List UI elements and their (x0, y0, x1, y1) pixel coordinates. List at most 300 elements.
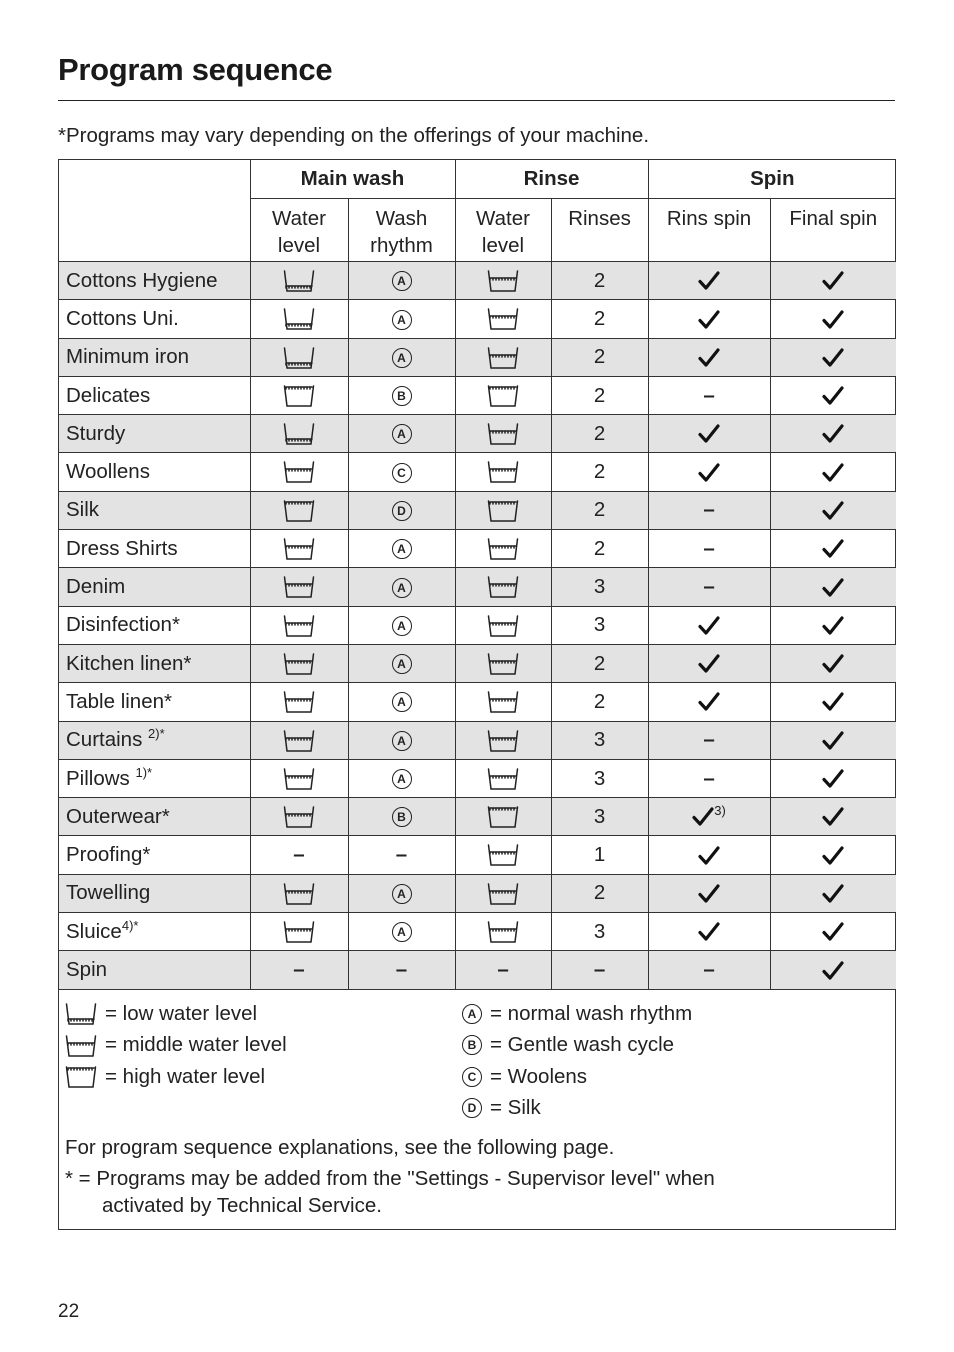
rinses-count: 2 (593, 306, 606, 330)
rinses-cell (551, 836, 648, 874)
check-icon (698, 920, 720, 943)
wash-rhythm-cell (348, 453, 455, 491)
program-name-text: Denim (66, 575, 126, 599)
check-icon (822, 805, 844, 828)
rinses-cell (551, 798, 648, 836)
final-spin-cell (770, 300, 896, 338)
rinses-cell (551, 759, 648, 797)
check-icon (698, 652, 720, 675)
group-header-rinse: Rinse (455, 160, 648, 199)
rinses-count: 2 (593, 383, 606, 407)
check-icon (822, 498, 844, 521)
middle-water-level-icon (283, 728, 315, 751)
program-name (59, 759, 250, 797)
middle-water-level-icon (65, 1033, 105, 1058)
program-sequence-frame (58, 159, 896, 1230)
rins-spin-dash: – (703, 498, 715, 522)
main-water-level-cell (250, 338, 348, 376)
rinses-count: 3 (593, 728, 606, 752)
program-name-text: Towelling (66, 881, 151, 905)
rinses-cell (551, 491, 648, 529)
program-name-text: Silk (66, 498, 100, 522)
rinses-count: 3 (593, 766, 606, 790)
rinse-water-level-cell (455, 530, 551, 568)
rins-spin-dash: – (703, 957, 715, 981)
check-icon (692, 805, 714, 828)
legend-item (65, 1030, 287, 1062)
program-name (59, 951, 250, 989)
program-name (59, 453, 250, 491)
main-water-level-cell (250, 798, 348, 836)
title-divider (58, 100, 895, 101)
middle-water-level-icon (487, 460, 519, 483)
table-row (59, 415, 896, 453)
middle-water-level-icon (283, 919, 315, 942)
middle-water-level-icon (487, 345, 519, 368)
program-name (59, 530, 250, 568)
check-icon (698, 843, 720, 866)
middle-water-level-icon (487, 728, 519, 751)
rins-spin-cell (648, 759, 770, 797)
rins-spin-cell (648, 453, 770, 491)
middle-water-level-icon (487, 613, 519, 636)
program-name (59, 338, 250, 376)
high-water-level-icon (487, 498, 519, 521)
rinse-water-level-cell (455, 606, 551, 644)
footnote-asterisk-line: activated by Technical Service. (102, 1194, 382, 1217)
table-row (59, 644, 896, 682)
program-name-text: Woollens (66, 460, 150, 484)
table-row (59, 913, 896, 951)
middle-water-level-icon (283, 536, 315, 559)
wash-rhythm-cell (348, 874, 455, 912)
subheader-rinses (551, 199, 648, 262)
table-row (59, 530, 896, 568)
rinses-count: 2 (593, 460, 606, 484)
main-water-level-cell (250, 913, 348, 951)
rinses-cell (551, 913, 648, 951)
wash-rhythm-cell (348, 683, 455, 721)
program-name-text: Delicates (66, 383, 151, 407)
wash-rhythm-a-icon: A (392, 424, 412, 444)
middle-water-level-icon (487, 651, 519, 674)
final-spin-cell (770, 836, 896, 874)
main-water-level-cell (250, 453, 348, 491)
rins-spin-cell (648, 262, 770, 300)
rinse-water-level-cell (455, 836, 551, 874)
table-row (59, 721, 896, 759)
program-name (59, 913, 250, 951)
rinses-cell (551, 530, 648, 568)
footnote-asterisk (65, 1165, 715, 1219)
wash-rhythm-cell (348, 606, 455, 644)
rinses-count: 3 (593, 575, 606, 599)
program-name-text: Minimum iron (66, 345, 190, 369)
final-spin-cell (770, 606, 896, 644)
high-water-level-icon (283, 383, 315, 406)
program-name-text: Kitchen linen* (66, 651, 192, 675)
page-title: Program sequence (58, 52, 333, 87)
middle-water-level-icon (283, 881, 315, 904)
program-name (59, 376, 250, 414)
program-name (59, 300, 250, 338)
wash-rhythm-a-icon: A (392, 310, 412, 330)
legend-item (462, 1093, 692, 1125)
rinses-count: 2 (593, 345, 606, 369)
final-spin-cell (770, 874, 896, 912)
subheader-line: Final spin (789, 207, 878, 230)
wash-rhythm-d-icon: D (462, 1098, 482, 1118)
program-name-text: Spin (66, 957, 108, 981)
middle-water-level-icon (487, 766, 519, 789)
wash-rhythm-cell (348, 721, 455, 759)
subheader-line: Water (272, 207, 326, 230)
main-water-level-cell (250, 721, 348, 759)
subheader-line: Rinses (568, 207, 631, 230)
rinses-count: 1 (593, 843, 606, 867)
rins-spin-cell (648, 721, 770, 759)
check-icon (822, 460, 844, 483)
rinses-cell (551, 453, 648, 491)
main-water-level-dash: – (293, 957, 305, 981)
wash-rhythm-cell (348, 798, 455, 836)
wash-rhythm-cell (348, 568, 455, 606)
check-icon (822, 690, 844, 713)
final-spin-cell (770, 568, 896, 606)
group-header-main-wash: Main wash (250, 160, 455, 199)
programs-note: *Programs may vary depending on the offerings of your machine. (58, 124, 650, 147)
program-name (59, 721, 250, 759)
rinse-water-level-cell (455, 415, 551, 453)
rinses-cell (551, 951, 648, 989)
final-spin-cell (770, 683, 896, 721)
wash-rhythm-a-icon: A (392, 884, 412, 904)
table-row (59, 376, 896, 414)
wash-rhythm-cell (348, 759, 455, 797)
rins-spin-dash: – (703, 728, 715, 752)
rins-spin-cell (648, 491, 770, 529)
footnote-explanation: For program sequence explanations, see the following page. (65, 1136, 615, 1159)
subheader-line: level (481, 234, 525, 257)
check-icon (822, 422, 844, 445)
subheader-line: Water (476, 207, 530, 230)
table-row (59, 568, 896, 606)
rins-spin-cell (648, 874, 770, 912)
middle-water-level-icon (487, 268, 519, 291)
legend-wash-rhythms (462, 998, 692, 1124)
low-water-level-icon (65, 1001, 105, 1026)
program-name (59, 644, 250, 682)
wash-rhythm-a-icon: A (462, 1004, 482, 1024)
legend-item (462, 1030, 692, 1062)
rinses-cell (551, 568, 648, 606)
middle-water-level-icon (283, 805, 315, 828)
check-icon (822, 652, 844, 675)
rins-spin-cell (648, 913, 770, 951)
footnote-marker: 1)* (135, 764, 153, 780)
empty-corner-cell (59, 160, 250, 262)
rins-spin-dash: – (703, 766, 715, 790)
wash-rhythm-a-icon: A (392, 539, 412, 559)
subheader-line: Wash (375, 207, 428, 230)
program-name (59, 798, 250, 836)
middle-water-level-icon (487, 536, 519, 559)
rinse-water-level-cell (455, 338, 551, 376)
wash-rhythm-dash: – (395, 843, 408, 867)
check-icon (698, 881, 720, 904)
wash-rhythm-a-icon: A (392, 654, 412, 674)
footnote-marker: 3) (714, 802, 726, 818)
main-water-level-cell (250, 683, 348, 721)
middle-water-level-icon (487, 881, 519, 904)
rinses-count: 3 (593, 613, 606, 637)
program-name (59, 415, 250, 453)
table-row (59, 262, 896, 300)
program-name-text: Dress Shirts (66, 536, 178, 560)
legend-item (462, 998, 692, 1030)
rins-spin-dash: – (703, 383, 715, 407)
table-row (59, 759, 896, 797)
final-spin-cell (770, 951, 896, 989)
program-name-text: Disinfection* (66, 613, 180, 637)
table-row (59, 951, 896, 989)
program-name (59, 683, 250, 721)
main-water-level-cell (250, 300, 348, 338)
wash-rhythm-a-icon: A (392, 692, 412, 712)
rins-spin-dash: – (703, 536, 715, 560)
rinses-count: 2 (593, 651, 606, 675)
wash-rhythm-cell (348, 644, 455, 682)
final-spin-cell (770, 415, 896, 453)
program-name (59, 874, 250, 912)
low-water-level-icon (283, 345, 315, 368)
rinses-count: 2 (593, 881, 606, 905)
final-spin-cell (770, 644, 896, 682)
rinses-cell (551, 644, 648, 682)
main-water-level-cell (250, 415, 348, 453)
final-spin-cell (770, 376, 896, 414)
wash-rhythm-b-icon: B (392, 386, 412, 406)
wash-rhythm-a-icon: A (392, 731, 412, 751)
main-water-level-cell (250, 644, 348, 682)
final-spin-cell (770, 759, 896, 797)
main-water-level-cell (250, 951, 348, 989)
table-row (59, 338, 896, 376)
check-icon (822, 307, 844, 330)
middle-water-level-icon (487, 422, 519, 445)
check-icon (698, 307, 720, 330)
table-row (59, 300, 896, 338)
check-icon (822, 958, 844, 981)
wash-rhythm-a-icon: A (392, 922, 412, 942)
program-name-text: Sturdy (66, 421, 126, 445)
legend-text: = low water level (105, 1001, 258, 1025)
rins-spin-cell (648, 606, 770, 644)
rinses-dash: – (593, 957, 606, 981)
wash-rhythm-a-icon: A (392, 271, 412, 291)
rinse-water-level-cell (455, 262, 551, 300)
rinses-cell (551, 415, 648, 453)
rinse-water-level-cell (455, 568, 551, 606)
rinses-cell (551, 721, 648, 759)
wash-rhythm-cell (348, 491, 455, 529)
subheader-final-spin (770, 199, 896, 262)
subheader-rinse-water-level (455, 199, 551, 262)
rinse-water-level-cell (455, 721, 551, 759)
table-row (59, 453, 896, 491)
final-spin-cell (770, 491, 896, 529)
table-row (59, 491, 896, 529)
final-spin-cell (770, 913, 896, 951)
legend-item (462, 1061, 692, 1093)
rinses-cell (551, 338, 648, 376)
rinses-count: 2 (593, 421, 606, 445)
middle-water-level-icon (487, 575, 519, 598)
footnote-marker: 4)* (121, 917, 139, 933)
rinse-water-level-cell (455, 453, 551, 491)
final-spin-cell (770, 530, 896, 568)
subheader-main-water-level (250, 199, 348, 262)
rinses-count: 2 (593, 268, 606, 292)
check-icon (822, 920, 844, 943)
main-water-level-cell (250, 568, 348, 606)
check-icon (822, 384, 844, 407)
wash-rhythm-c-icon: C (462, 1067, 482, 1087)
wash-rhythm-cell (348, 836, 455, 874)
rins-spin-cell (648, 300, 770, 338)
middle-water-level-icon (283, 766, 315, 789)
subheader-line: rhythm (370, 234, 433, 257)
main-water-level-cell (250, 530, 348, 568)
wash-rhythm-a-icon: A (392, 578, 412, 598)
high-water-level-icon (65, 1064, 105, 1089)
rinse-water-level-cell (455, 759, 551, 797)
program-name-text: Cottons Hygiene (66, 268, 218, 292)
rinse-water-level-cell (455, 376, 551, 414)
wash-rhythm-a-icon: A (392, 616, 412, 636)
legend-text: = Woolens (490, 1064, 588, 1088)
legend-water-levels (65, 998, 287, 1093)
rinses-cell (551, 683, 648, 721)
main-water-level-cell (250, 491, 348, 529)
rinse-water-level-cell (455, 491, 551, 529)
program-name (59, 491, 250, 529)
program-name-text: Cottons Uni. (66, 306, 179, 330)
wash-rhythm-cell (348, 530, 455, 568)
program-name-text: Pillows (66, 766, 136, 790)
program-name (59, 568, 250, 606)
main-water-level-cell (250, 836, 348, 874)
table-row (59, 683, 896, 721)
low-water-level-icon (283, 268, 315, 291)
table-row (59, 836, 896, 874)
rins-spin-cell (648, 338, 770, 376)
legend-text: = middle water level (105, 1033, 287, 1057)
rins-spin-cell (648, 376, 770, 414)
wash-rhythm-c-icon: C (392, 463, 412, 483)
rins-spin-dash: – (703, 575, 715, 599)
rins-spin-cell (648, 836, 770, 874)
main-water-level-cell (250, 606, 348, 644)
middle-water-level-icon (283, 690, 315, 713)
check-icon (822, 881, 844, 904)
program-name (59, 262, 250, 300)
check-icon (822, 843, 844, 866)
rins-spin-cell (648, 530, 770, 568)
wash-rhythm-b-icon: B (462, 1035, 482, 1055)
check-icon (822, 537, 844, 560)
footnote-asterisk-line: * = Programs may be added from the "Settings - Supervisor level" when (65, 1167, 715, 1190)
wash-rhythm-d-icon: D (392, 501, 412, 521)
legend-text: = Gentle wash cycle (490, 1033, 675, 1057)
subheader-rins-spin (648, 199, 770, 262)
middle-water-level-icon (487, 843, 519, 866)
rins-spin-cell (648, 415, 770, 453)
rins-spin-cell (648, 951, 770, 989)
final-spin-cell (770, 798, 896, 836)
wash-rhythm-a-icon: A (392, 348, 412, 368)
rinses-cell (551, 262, 648, 300)
rinses-count: 2 (593, 689, 606, 713)
legend-item (65, 998, 287, 1030)
check-icon (822, 767, 844, 790)
wash-rhythm-b-icon: B (392, 807, 412, 827)
middle-water-level-icon (283, 613, 315, 636)
rinses-cell (551, 874, 648, 912)
subheader-line: level (277, 234, 321, 257)
main-water-level-dash: – (293, 843, 305, 867)
rinse-water-level-cell (455, 644, 551, 682)
low-water-level-icon (283, 422, 315, 445)
program-name-text: Outerwear* (66, 804, 170, 828)
check-icon (698, 690, 720, 713)
legend-item (65, 1061, 287, 1093)
wash-rhythm-cell (348, 376, 455, 414)
main-water-level-cell (250, 262, 348, 300)
footnote-marker: 2)* (148, 726, 165, 742)
rins-spin-cell (648, 683, 770, 721)
middle-water-level-icon (283, 460, 315, 483)
check-icon (698, 345, 720, 368)
rinse-water-level-cell (455, 798, 551, 836)
low-water-level-icon (283, 307, 315, 330)
subheader-line: Rins spin (666, 207, 752, 230)
check-icon (822, 613, 844, 636)
rinse-water-level-dash: – (497, 957, 509, 981)
program-sequence-table (59, 160, 896, 990)
program-name-text: Proofing* (66, 843, 151, 867)
table-row (59, 606, 896, 644)
program-name (59, 836, 250, 874)
check-icon (698, 269, 720, 292)
wash-rhythm-dash: – (395, 957, 408, 981)
check-icon (698, 422, 720, 445)
rinses-count: 3 (593, 804, 606, 828)
rins-spin-cell (648, 798, 770, 836)
check-icon (822, 345, 844, 368)
final-spin-cell (770, 338, 896, 376)
rinse-water-level-cell (455, 951, 551, 989)
high-water-level-icon (487, 383, 519, 406)
program-name-text: Sluice (66, 919, 122, 943)
middle-water-level-icon (283, 575, 315, 598)
final-spin-cell (770, 262, 896, 300)
middle-water-level-icon (283, 651, 315, 674)
check-icon (822, 269, 844, 292)
wash-rhythm-cell (348, 338, 455, 376)
high-water-level-icon (487, 805, 519, 828)
program-rows (59, 262, 896, 990)
